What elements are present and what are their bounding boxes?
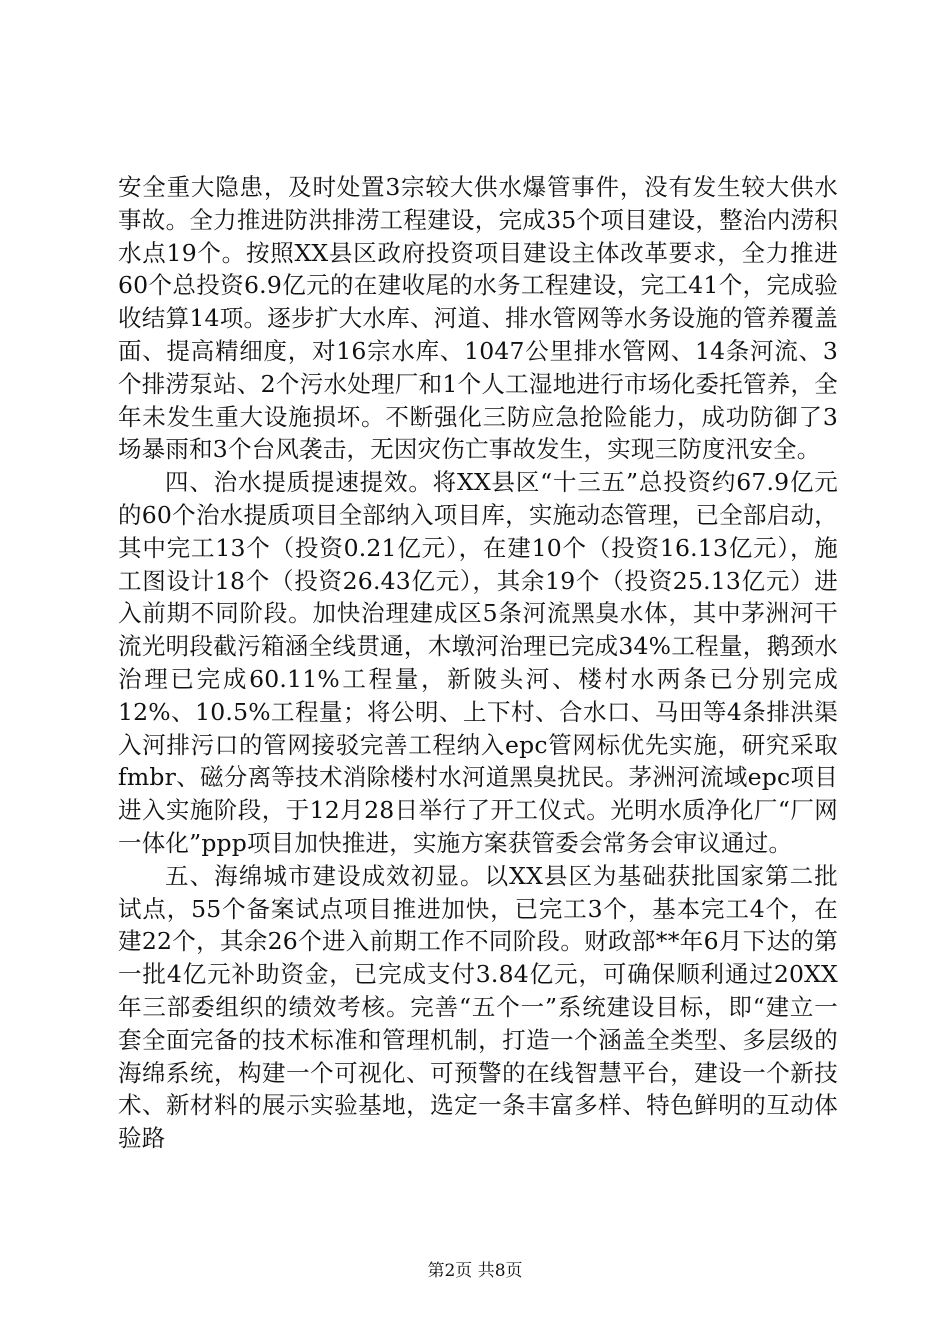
paragraph-section-five: 五、海绵城市建设成效初显。以XX县区为基础获批国家第二批试点，55个备案试点项目推进加快，已完工3个，基本完工4个，在建22个，其余26个进入前期工作不同阶段。财政部**年6月下达的第一批4亿元补助资金，已完成支付3.84亿元，可确保顺利通过20XX年三部委组织的绩效考核。完善“五个一”系统建设目标，即“建立一套全面完备的技术标准和管理机制，打造一个涵盖全类型、多层级的海绵系统，构建一个可视化、可预警的在线智慧平台，建设一个新技术、新材料的展示实验基地，选定一条丰富多样、特色鲜明的互动体验路 [118, 861, 838, 1153]
page-footer: 第2页 共8页 [427, 1261, 523, 1281]
document-body [118, 171, 838, 1155]
paragraph-section-four: 四、治水提质提速提效。将XX县区“十三五”总投资约67.9亿元的60个治水提质项目全部纳入项目库，实施动态管理，已全部启动，其中完工13个（投资0.21亿元），在建10个（投资16.13亿元），施工图设计18个（投资26.43亿元），其余19个（投资25.13亿元）进入前期不同阶段。加快治理建成区5条河流黑臭水体，其中茅洲河干流光明段截污箱涵全线贯通，木墩河治理已完成34%工程量，鹅颈水治理已完成60.11%工程量，新陂头河、楼村水两条已分别完成12%、10.5%工程量；将公明、上下村、合水口、马田等4条排洪渠入河排污口的管网接驳完善工程纳入epc管网标优先实施，研究采取fmbr、磁分离等技术消除楼村水河道黑臭扰民。茅洲河流域epc项目进入实施阶段，于12月28日举行了开工仪式。光明水质净化厂“厂网一体化”ppp项目加快推进，实施方案获管委会常务会审议通过。 [118, 468, 838, 857]
paragraph-continued: 安全重大隐患，及时处置3宗较大供水爆管事件，没有发生较大供水事故。全力推进防洪排涝工程建设，完成35个项目建设，整治内涝积水点19个。按照XX县区政府投资项目建设主体改革要求，全力推进60个总投资6.9亿元的在建收尾的水务工程建设，完工41个，完成验收结算14项。逐步扩大水库、河道、排水管网等水务设施的管养覆盖面、提高精细度，对16宗水库、1047公里排水管网、14条河流、3个排涝泵站、2个污水处理厂和1个人工湿地进行市场化委托管养，全年未发生重大设施损坏。不断强化三防应急抢险能力，成功防御了3场暴雨和3个台风袭击，无因灾伤亡事故发生，实现三防度汛安全。 [118, 173, 838, 464]
